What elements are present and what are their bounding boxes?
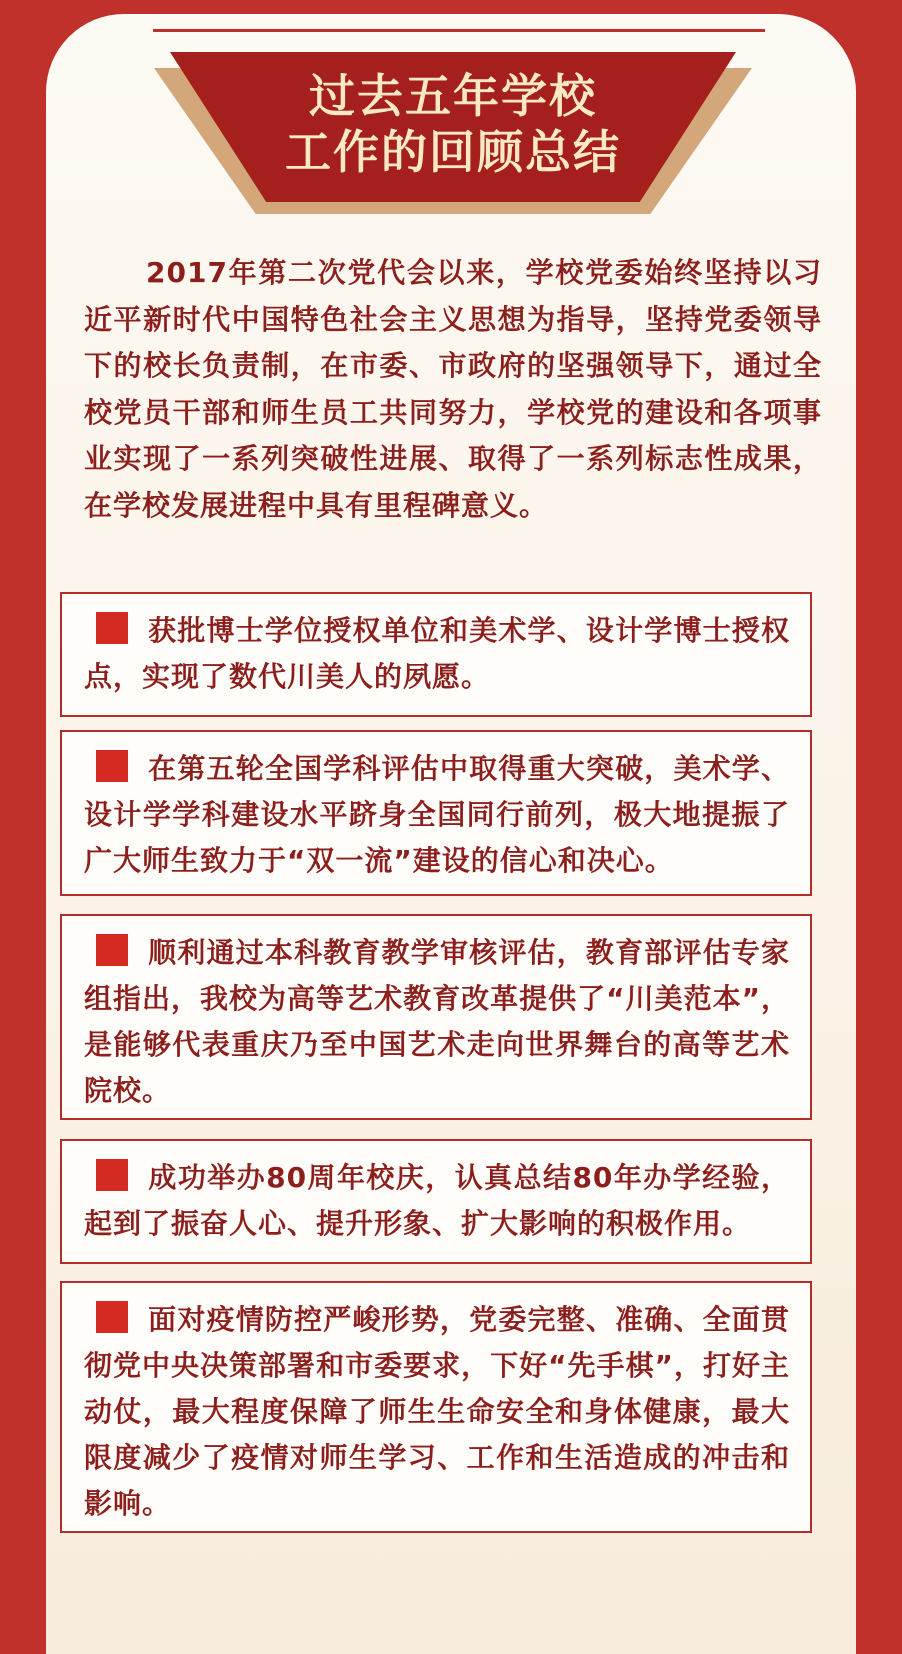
- achievement-text: 顺利通过本科教育教学审核评估，教育部评估专家组指出，我校为高等艺术教育改革提供了“川美范本”，是能够代表重庆乃至中国艺术走向世界舞台的高等艺术院校。: [84, 936, 790, 1107]
- red-square-marker-icon: [96, 612, 128, 644]
- red-square-marker-icon: [96, 1301, 128, 1333]
- achievement-card: [60, 1139, 812, 1264]
- red-square-marker-icon: [96, 750, 128, 782]
- red-square-marker-icon: [96, 934, 128, 966]
- achievement-text: 成功举办80周年校庆，认真总结80年办学经验，起到了振奋人心、提升形象、扩大影响的积极作用。: [84, 1161, 790, 1240]
- achievement-card: [60, 592, 812, 717]
- achievement-text: 获批博士学位授权单位和美术学、设计学博士授权点，实现了数代川美人的夙愿。: [84, 614, 790, 693]
- achievement-card: [60, 730, 812, 896]
- banner-title: [170, 68, 736, 180]
- banner-title-line1: 过去五年学校: [309, 69, 597, 123]
- top-divider-line: [153, 29, 765, 32]
- red-square-marker-icon: [96, 1159, 128, 1191]
- achievement-card: [60, 914, 812, 1120]
- content-panel: [46, 14, 856, 1654]
- achievement-text: 面对疫情防控严峻形势，党委完整、准确、全面贯彻党中央决策部署和市委要求，下好“先手棋”，打好主动仗，最大程度保障了师生生命安全和身体健康，最大限度减少了疫情对师生学习、工作和生活造成的冲击和影响。: [84, 1303, 790, 1520]
- intro-paragraph: 2017年第二次党代会以来，学校党委始终坚持以习近平新时代中国特色社会主义思想为指导，坚持党委领导下的校长负责制，在市委、市政府的坚强领导下，通过全校党员干部和师生员工共同努力，学校党的建设和各项事业实现了一系列突破性进展、取得了一系列标志性成果，在学校发展进程中具有里程碑意义。: [84, 256, 822, 522]
- achievement-text: 在第五轮全国学科评估中取得重大突破，美术学、设计学学科建设水平跻身全国同行前列，极大地提振了广大师生致力于“双一流”建设的信心和决心。: [84, 752, 790, 877]
- achievement-card: [60, 1281, 812, 1533]
- banner-title-line2: 工作的回顾总结: [285, 125, 621, 179]
